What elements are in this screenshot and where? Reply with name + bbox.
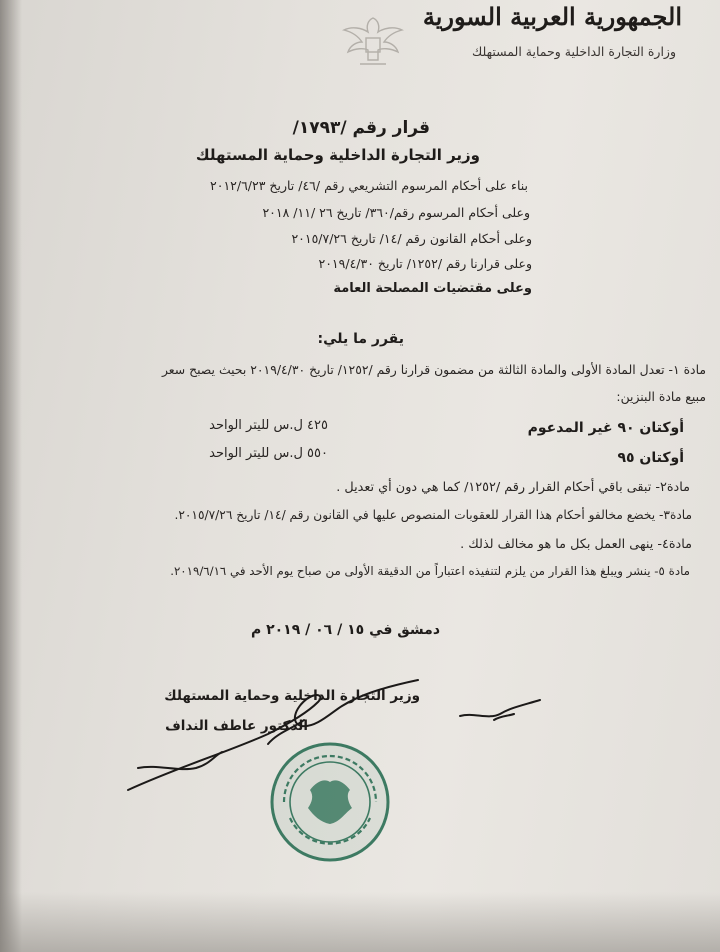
article-2: مادة٢- تبقى باقي أحكام القرار رقم /١٢٥٢/ كما هي دون أي تعديل . xyxy=(336,480,690,495)
article-1-line-2: مبيع مادة البنزين: xyxy=(616,389,706,404)
article-4: مادة٤- ينهى العمل بكل ما هو مخالف لذلك . xyxy=(460,537,692,552)
preamble-line: وعلى مقتضيات المصلحة العامة xyxy=(333,281,532,296)
price-row-product: أوكتان ٩٥ xyxy=(617,450,684,466)
eagle-emblem-icon xyxy=(338,8,408,70)
article-5: مادة ٥- ينشر ويبلغ هذا القرار من يلزم لتنفيذه اعتباراً من الدقيقة الأولى من صباح يوم الأحد في ٢٠١٩/٦/١٦. xyxy=(170,564,690,578)
price-row-value: ٥٥٠ ل.س لليتر الواحد xyxy=(209,446,328,461)
preamble-line: وعلى أحكام المرسوم رقم/٣٦٠/ تاريخ ٢٦ /١١/ ٢٠١٨ xyxy=(262,205,530,220)
price-row-product: أوكتان ٩٠ غير المدعوم xyxy=(527,420,684,436)
letterhead-ministry: وزارة التجارة الداخلية وحماية المستهلك xyxy=(471,44,676,59)
page-shadow-left xyxy=(0,0,22,952)
date-line: دمشق في ١٥ / ٠٦ / ٢٠١٩ م xyxy=(250,622,440,638)
page-shadow-bottom xyxy=(0,892,720,952)
decision-number: قرار رقم /١٧٩٣/ xyxy=(292,118,430,138)
decides-heading: يقرر ما يلي: xyxy=(317,331,404,347)
signatory-title: وزير التجارة الداخلية وحماية المستهلك xyxy=(164,688,420,704)
signatory-name: الدكتور عاطف النداف xyxy=(165,718,308,734)
preamble-line: بناء على أحكام المرسوم التشريعي رقم /٤٦/ تاريخ ٢٠١٢/٦/٢٣ xyxy=(210,178,528,193)
initials-mark xyxy=(454,694,546,726)
ministry-seal-stamp xyxy=(266,738,394,866)
letterhead-country: الجمهورية العربية السورية xyxy=(422,2,682,31)
preamble-line: وعلى قرارنا رقم /١٢٥٢/ تاريخ ٢٠١٩/٤/٣٠ xyxy=(318,256,532,271)
decision-issuer: وزير التجارة الداخلية وحماية المستهلك xyxy=(195,146,480,164)
article-1-line-1: مادة ١- تعدل المادة الأولى والمادة الثالثة من مضمون قرارنا رقم /١٢٥٢/ تاريخ ٢٠١٩/٤/٣٠ بحيث يصبح سعر xyxy=(161,362,706,377)
price-row-value: ٤٢٥ ل.س لليتر الواحد xyxy=(209,418,328,433)
preamble-line: وعلى أحكام القانون رقم /١٤/ تاريخ ٢٠١٥/٧/٢٦ xyxy=(291,231,532,246)
article-3: مادة٣- يخضع مخالفو أحكام هذا القرار للعقوبات المنصوص عليها في القانون رقم /١٤/ تاريخ ٢٠١٥/٧/٢٦. xyxy=(174,508,692,522)
